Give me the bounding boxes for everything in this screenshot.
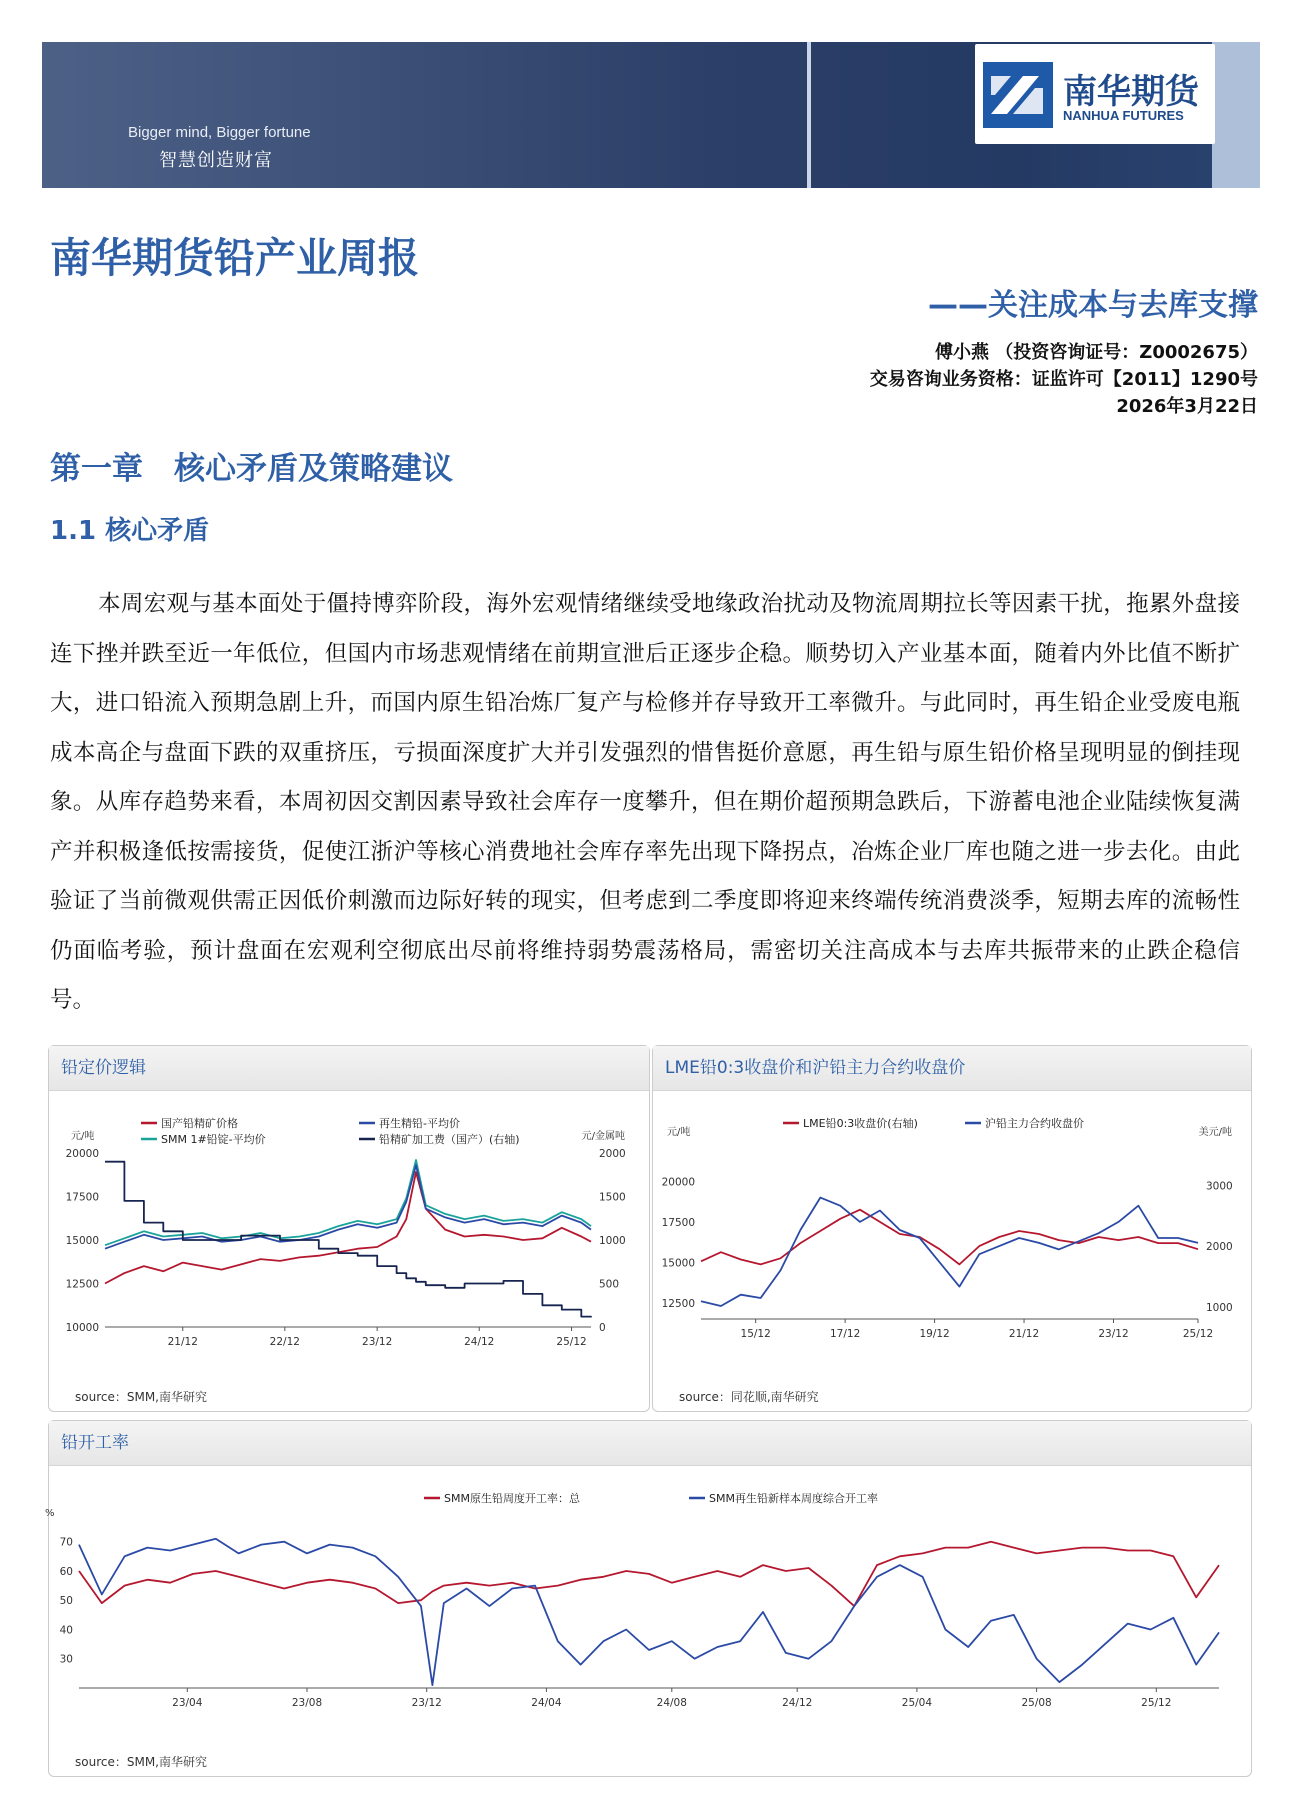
c1-series-2 bbox=[105, 1165, 591, 1249]
c2-ytick-right: 2000 bbox=[1206, 1241, 1233, 1254]
c1-legend-label: 铅精矿加工费（国产）(右轴) bbox=[379, 1133, 520, 1146]
c3-xtick: 24/12 bbox=[782, 1697, 813, 1709]
c3-xtick: 25/12 bbox=[1141, 1697, 1172, 1709]
c2-xtick: 23/12 bbox=[1098, 1328, 1129, 1340]
body-paragraph: 本周宏观与基本面处于僵持博弈阶段，海外宏观情绪继续受地缘政治扰动及物流周期拉长等因素干扰，拖累外盘接连下挫并跌至近一年低位，但国内市场悲观情绪在前期宣泄后正逐步企稳。顺势切入产业基本面，随着内外比值不断扩大，进口铅流入预期急剧上升，而国内原生铅冶炼厂复产与检修并存导致开工率微升。与此同时，再生铅企业受废电瓶成本高企与盘面下跌的双重挤压，亏损面深度扩大并引发强烈的惜售挺价意愿，再生铅与原生铅价格呈现明显的倒挂现象。从库存趋势来看，本周初因交割因素导致社会库存一度攀升，但在期价超预期急跌后，下游蓄电池企业陆续恢复满产并积极逢低按需接货，促使江浙沪等核心消费地社会库存率先出现下降拐点，冶炼企业厂库也随之进一步去化。由此验证了当前微观供需正因低价刺激而边际好转的现实，但考虑到二季度即将迎来终端传统消费淡季，短期去库的流畅性仍面临考验，预计盘面在宏观利空彻底出尽前将维持弱势震荡格局，需密切关注高成本与去库共振带来的止跌企稳信号。 bbox=[50, 591, 1240, 1013]
c3-xtick: 23/08 bbox=[291, 1697, 323, 1709]
c1-legend-label: 国产铅精矿价格 bbox=[161, 1117, 238, 1130]
report-date: 2026年3月22日 bbox=[1116, 396, 1258, 417]
c2-ytick: 17500 bbox=[661, 1216, 695, 1229]
c2-xtick: 21/12 bbox=[1008, 1328, 1040, 1340]
c2-xtick: 15/12 bbox=[740, 1328, 771, 1340]
c1-ytick: 15000 bbox=[65, 1235, 99, 1247]
c3-xtick: 25/04 bbox=[901, 1697, 933, 1709]
c1-legend-label: SMM 1#铅锭-平均价 bbox=[161, 1133, 266, 1146]
c1-xtick: 23/12 bbox=[362, 1336, 393, 1348]
c3-ytick: 40 bbox=[59, 1624, 73, 1637]
c2-ytick: 20000 bbox=[661, 1176, 695, 1189]
c2-xtick: 25/12 bbox=[1182, 1328, 1214, 1340]
c1-ytick-right: 0 bbox=[599, 1322, 606, 1334]
chart-panel-lme bbox=[652, 1045, 1252, 1412]
c1-ytick: 17500 bbox=[65, 1191, 99, 1204]
c1-legend-label: 再生精铅-平均价 bbox=[379, 1117, 460, 1130]
c3-xtick: 25/08 bbox=[1021, 1697, 1052, 1709]
c2-ylabel: 元/吨 bbox=[667, 1127, 691, 1138]
c1-ytick: 12500 bbox=[65, 1278, 99, 1291]
chart-lme bbox=[653, 1091, 1251, 1411]
banner-edge bbox=[1212, 42, 1260, 188]
c1-ytick-right: 2000 bbox=[599, 1148, 626, 1160]
section-heading: 1.1 核心矛盾 bbox=[50, 516, 210, 546]
c3-xtick: 24/08 bbox=[656, 1697, 687, 1709]
c3-ytick: 50 bbox=[59, 1595, 73, 1608]
c2-series-1 bbox=[701, 1198, 1198, 1306]
c2-ytick: 12500 bbox=[661, 1297, 695, 1310]
logo-mark-icon bbox=[983, 62, 1053, 128]
chart-source-utilization: source：SMM,南华研究 bbox=[75, 1755, 207, 1769]
chart-panel-pricing bbox=[48, 1045, 650, 1412]
author-line: 傅小燕 （投资咨询证号：Z0002675） bbox=[935, 342, 1258, 363]
c2-legend-label: 沪铅主力合约收盘价 bbox=[985, 1117, 1084, 1130]
c1-ytick-right: 1500 bbox=[599, 1191, 626, 1204]
chart-source-pricing: source：SMM,南华研究 bbox=[75, 1390, 207, 1404]
c1-xtick: 22/12 bbox=[269, 1336, 300, 1348]
chart-utilization bbox=[45, 1466, 1251, 1776]
c1-xtick: 24/12 bbox=[464, 1336, 495, 1348]
c3-xtick: 23/12 bbox=[411, 1697, 442, 1709]
c1-ytick: 10000 bbox=[65, 1322, 99, 1334]
c1-ytick-right: 1000 bbox=[599, 1235, 626, 1247]
chart-pricing bbox=[49, 1091, 649, 1411]
c3-legend-label: SMM再生铅新样本周度综合开工率 bbox=[709, 1492, 878, 1505]
banner-tagline: Bigger mind, Bigger fortune bbox=[128, 124, 311, 141]
c2-ytick: 15000 bbox=[661, 1257, 695, 1270]
chart-title-lme: LME铅0:3收盘价和沪铅主力合约收盘价 bbox=[653, 1046, 1251, 1091]
c2-xtick: 19/12 bbox=[919, 1328, 950, 1340]
report-title: 南华期货铅产业周报 bbox=[50, 234, 419, 282]
chart-source-lme: source：同花顺,南华研究 bbox=[679, 1390, 819, 1404]
logo-text-cn: 南华期货 bbox=[1063, 72, 1199, 112]
c3-ytick: 60 bbox=[59, 1565, 73, 1578]
c2-legend-label: LME铅0:3收盘价(右轴) bbox=[803, 1117, 918, 1130]
c3-xtick: 23/04 bbox=[172, 1697, 203, 1709]
c1-xtick: 25/12 bbox=[556, 1336, 587, 1348]
chart-panel-utilization bbox=[45, 1420, 1252, 1777]
logo-text-en: NANHUA FUTURES bbox=[1063, 108, 1184, 123]
c3-legend-label: SMM原生铅周度开工率：总 bbox=[444, 1492, 580, 1505]
chart-title-utilization: 铅开工率 bbox=[49, 1421, 1251, 1466]
c3-series-0 bbox=[79, 1542, 1219, 1606]
banner-divider bbox=[807, 42, 811, 188]
c1-series-1 bbox=[105, 1160, 591, 1245]
c2-ytick-right: 3000 bbox=[1206, 1180, 1233, 1193]
c3-series-1 bbox=[79, 1539, 1219, 1685]
chart-title-pricing: 铅定价逻辑 bbox=[49, 1046, 649, 1091]
report-subtitle: ——关注成本与去库支撑 bbox=[928, 288, 1258, 323]
c2-ylabel-right: 美元/吨 bbox=[1198, 1127, 1232, 1138]
chapter-heading: 第一章 核心矛盾及策略建议 bbox=[50, 451, 453, 487]
c1-ytick-right: 500 bbox=[599, 1278, 620, 1291]
c1-ylabel: 元/吨 bbox=[71, 1131, 95, 1142]
c1-xtick: 21/12 bbox=[167, 1336, 198, 1348]
company-logo bbox=[975, 44, 1215, 144]
c2-xtick: 17/12 bbox=[829, 1328, 861, 1340]
c1-ylabel-right: 元/金属吨 bbox=[581, 1131, 625, 1142]
c3-ylabel: % bbox=[45, 1508, 55, 1519]
license-line: 交易咨询业务资格：证监许可【2011】1290号 bbox=[869, 369, 1258, 390]
c3-ytick: 70 bbox=[59, 1536, 73, 1549]
banner-slogan: 智慧创造财富 bbox=[159, 150, 273, 171]
c3-ytick: 30 bbox=[59, 1653, 73, 1666]
c2-ytick-right: 1000 bbox=[1206, 1301, 1233, 1314]
c3-xtick: 24/04 bbox=[531, 1697, 562, 1709]
c1-ytick: 20000 bbox=[65, 1148, 99, 1160]
